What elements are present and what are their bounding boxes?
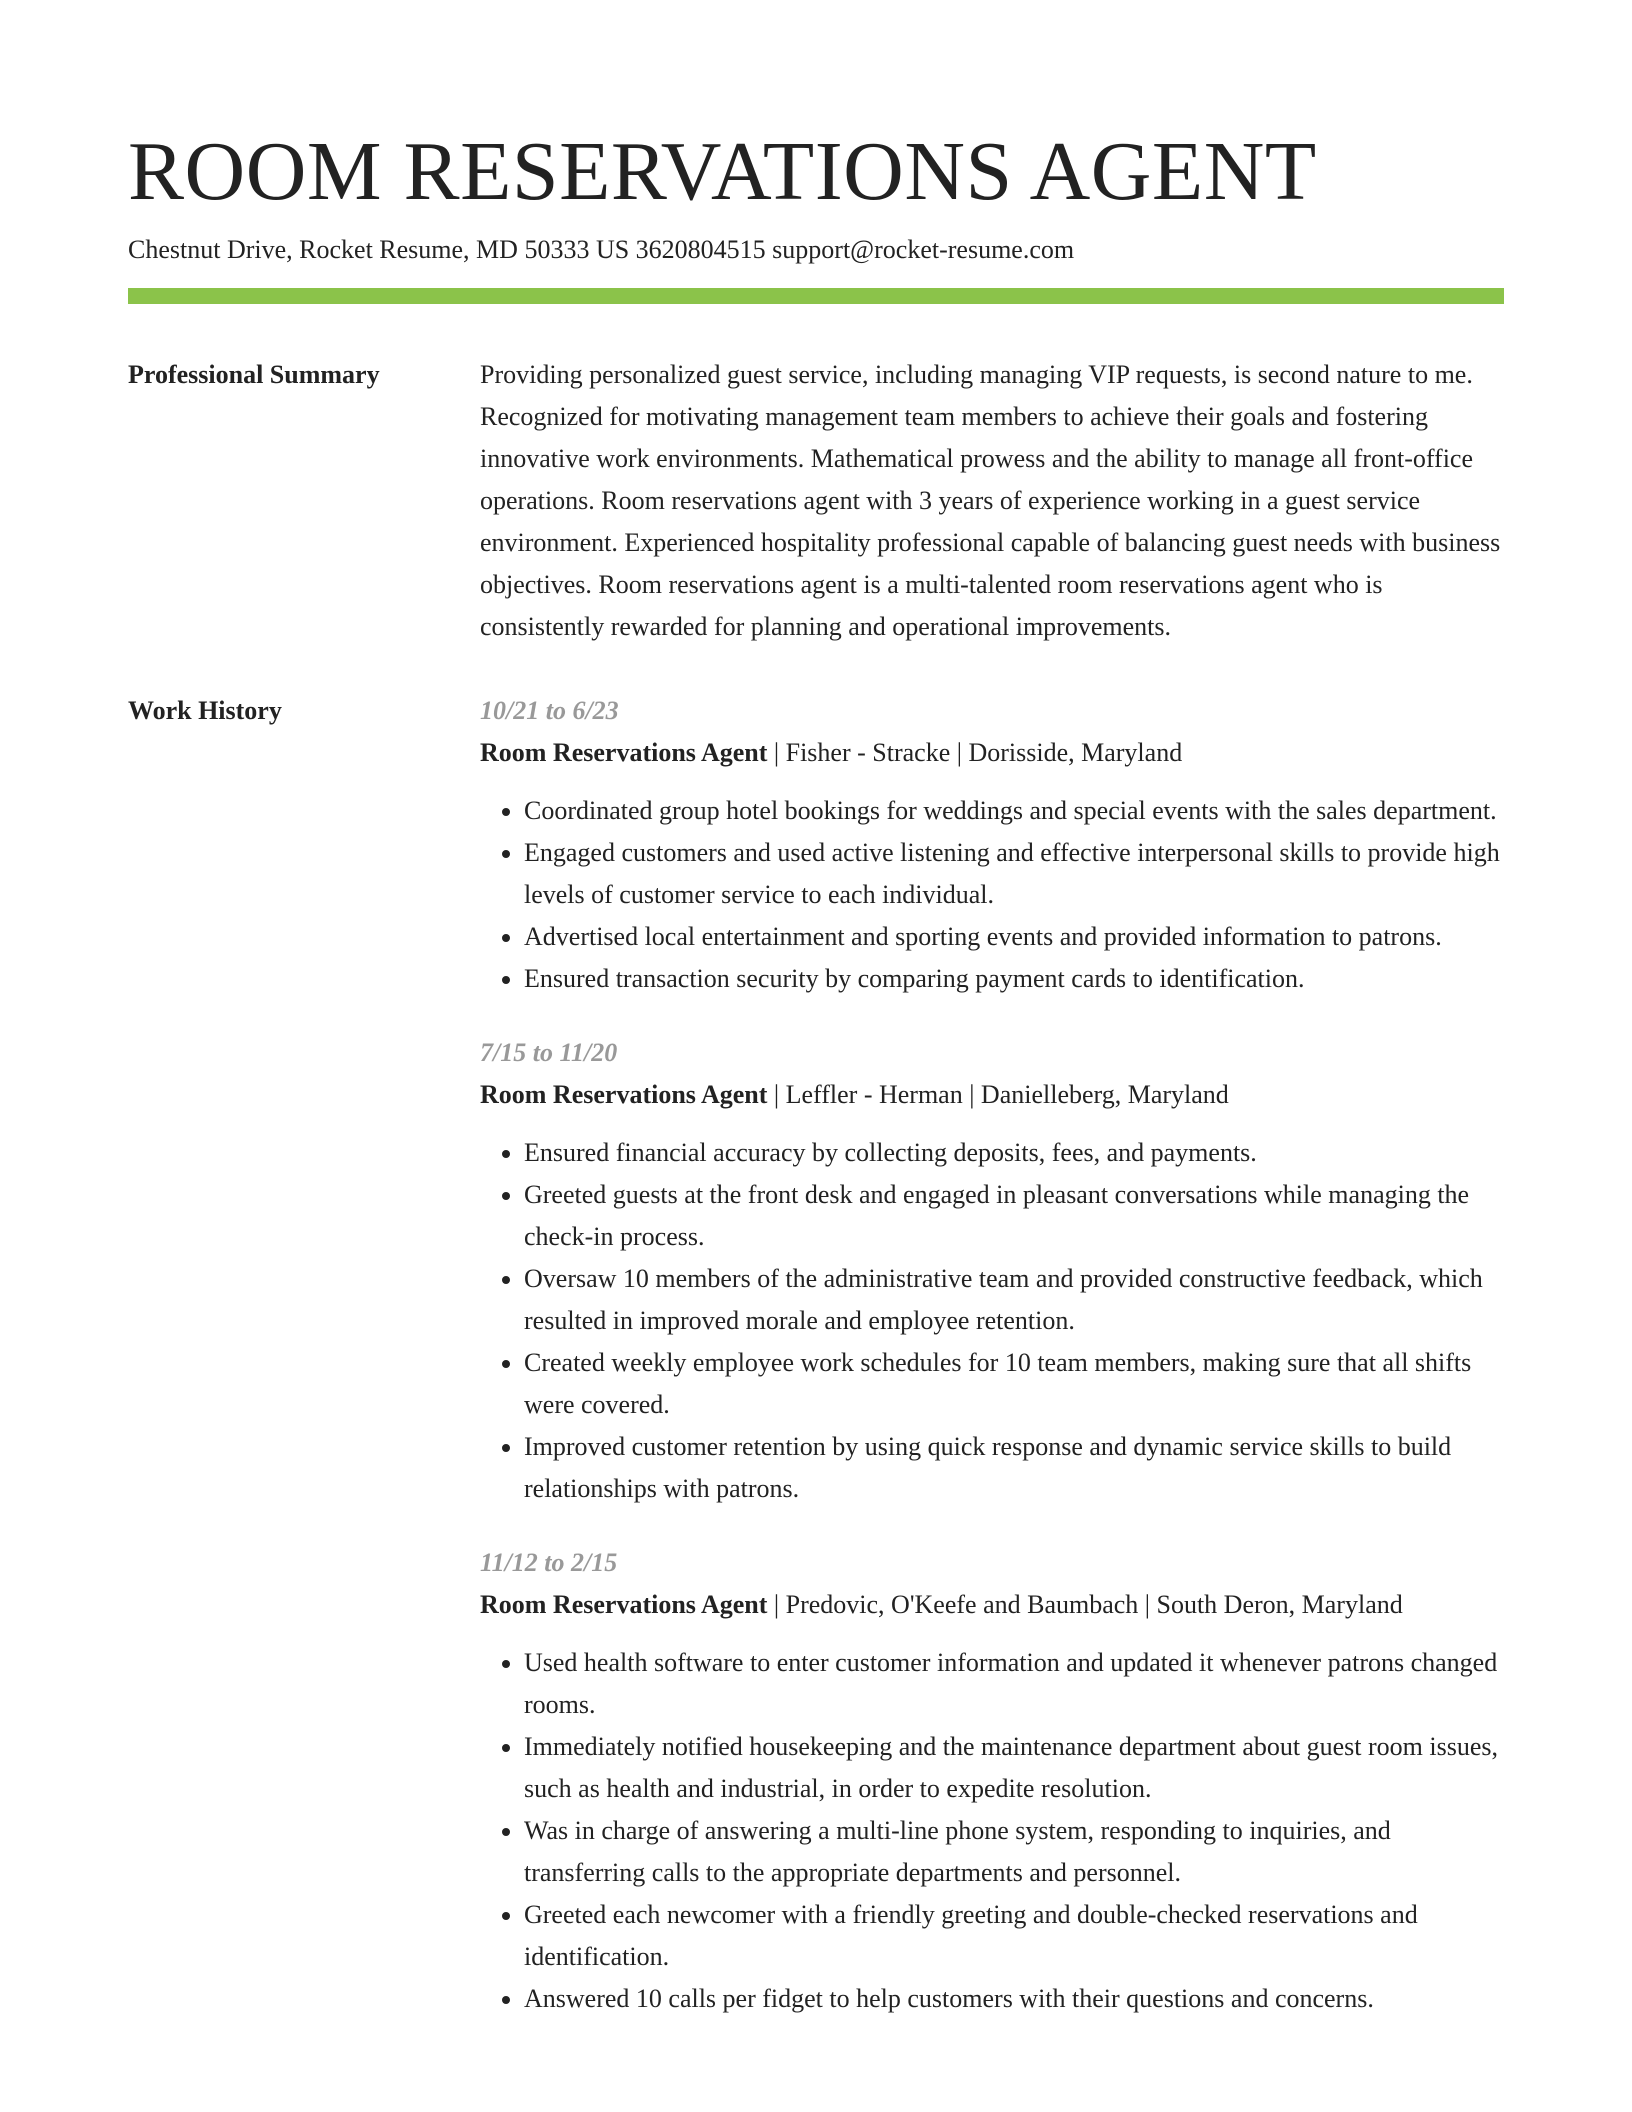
job-details: | Predovic, O'Keefe and Baumbach | South Deron, Maryland: [767, 1590, 1403, 1619]
job-bullet: • Immediately notified housekeeping and the maintenance department about guest room issues, such as health and industrial, in order to expedite resolution.: [524, 1726, 1504, 1810]
header-divider: [128, 288, 1504, 304]
contact-line: Chestnut Drive, Rocket Resume, MD 50333 US 3620804515 support@rocket-resume.com: [128, 235, 1075, 264]
summary-text: Providing personalized guest service, including managing VIP requests, is second nature to me. Recognized for motivating management team members to achieve their goals and fostering innovative work environments. Mathematical prowess and the ability to manage all front-office operations. Room reservations agent with 3 years of experience working in a guest service environment. Experienced hospitality professional capable of balancing guest needs with business objectives. Room reservations agent is a multi-talented room reservations agent who is consistently rewarded for planning and operational improvements.: [480, 360, 1501, 641]
job-bullet-list: [480, 1642, 1504, 2020]
job-title-line: [480, 732, 1504, 774]
work-history-section: [128, 690, 1504, 2020]
job-dates: 7/15 to 11/20: [480, 1038, 618, 1067]
job-title-line: [480, 1074, 1504, 1116]
job-details: | Leffler - Herman | Danielleberg, Maryland: [767, 1080, 1229, 1109]
job-entry: [480, 1032, 1504, 1510]
job-bullet: • Created weekly employee work schedules for 10 team members, making sure that all shifts were covered.: [524, 1342, 1504, 1426]
job-bullet: • Greeted each newcomer with a friendly greeting and double-checked reservations and identification.: [524, 1894, 1504, 1978]
job-bullet-list: [480, 790, 1504, 1000]
job-bullet: • Coordinated group hotel bookings for weddings and special events with the sales department.: [524, 790, 1504, 832]
job-bullet: • Greeted guests at the front desk and engaged in pleasant conversations while managing the check-in process.: [524, 1174, 1504, 1258]
job-bullet: • Advertised local entertainment and sporting events and provided information to patrons.: [524, 916, 1504, 958]
job-bullet: • Oversaw 10 members of the administrative team and provided constructive feedback, which resulted in improved morale and employee retention.: [524, 1258, 1504, 1342]
job-bullet: • Improved customer retention by using quick response and dynamic service skills to build relationships with patrons.: [524, 1426, 1504, 1510]
job-bullet: • Used health software to enter customer information and updated it whenever patrons changed rooms.: [524, 1642, 1504, 1726]
resume-page: [128, 122, 1504, 2020]
job-bullet: • Ensured transaction security by comparing payment cards to identification.: [524, 958, 1504, 1000]
job-entry: [480, 690, 1504, 1000]
summary-section: [128, 354, 1504, 648]
job-dates: 11/12 to 2/15: [480, 1548, 618, 1577]
job-details: | Fisher - Stracke | Dorisside, Maryland: [767, 738, 1183, 767]
job-dates: 10/21 to 6/23: [480, 696, 619, 725]
job-bullet: • Answered 10 calls per fidget to help customers with their questions and concerns.: [524, 1978, 1504, 2020]
job-title-line: [480, 1584, 1504, 1626]
job-bullet: • Ensured financial accuracy by collecting deposits, fees, and payments.: [524, 1132, 1504, 1174]
job-bullet-list: [480, 1132, 1504, 1510]
resume-title: ROOM RESERVATIONS AGENT: [128, 125, 1317, 218]
job-title: Room Reservations Agent: [480, 1080, 768, 1109]
work-history-body: [480, 690, 1504, 2020]
summary-body: [480, 354, 1504, 648]
job-bullet: • Was in charge of answering a multi-line phone system, responding to inquiries, and transferring calls to the appropriate departments and personnel.: [524, 1810, 1504, 1894]
job-bullet: • Engaged customers and used active listening and effective interpersonal skills to provide high levels of customer service to each individual.: [524, 832, 1504, 916]
work-history-heading: Work History: [128, 696, 282, 725]
summary-heading: Professional Summary: [128, 360, 380, 389]
job-entry: [480, 1542, 1504, 2020]
job-title: Room Reservations Agent: [480, 738, 768, 767]
job-title: Room Reservations Agent: [480, 1590, 768, 1619]
